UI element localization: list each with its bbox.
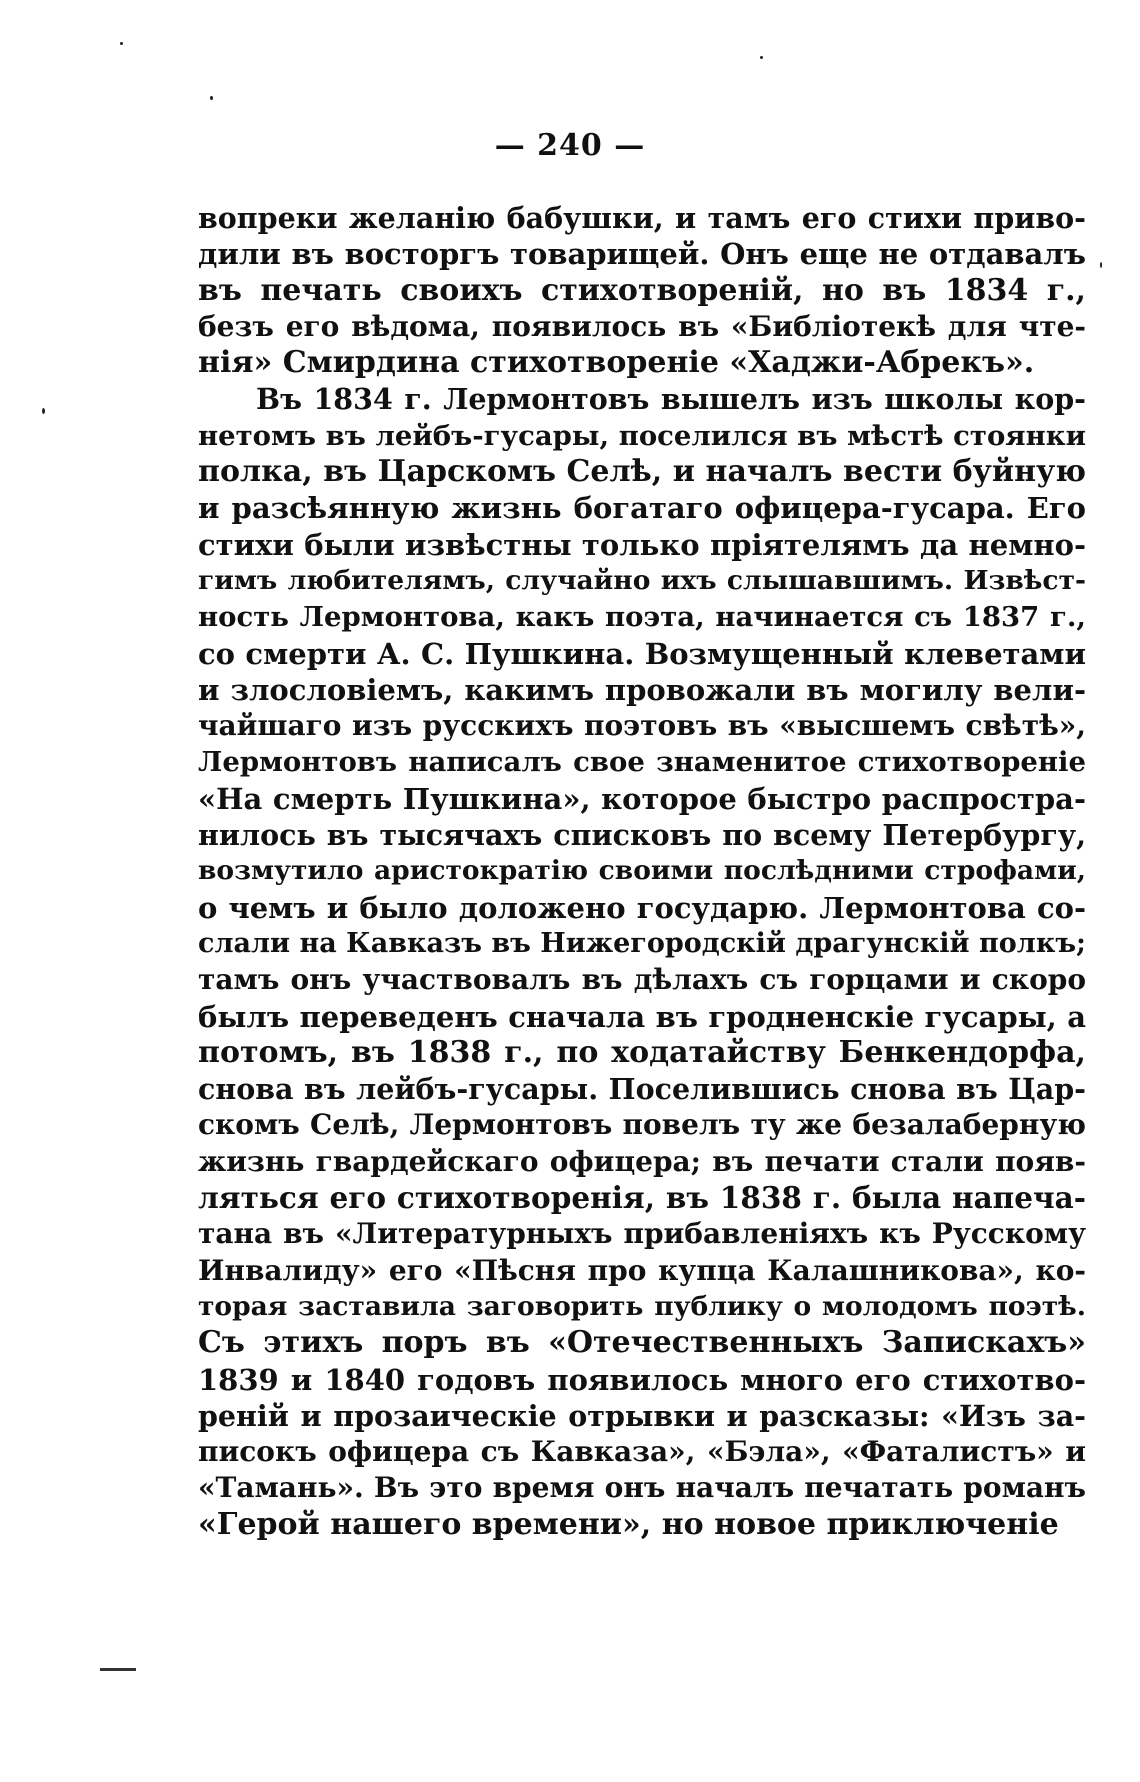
text-line: «На смерть Пушкина», которое быстро распростра- (198, 781, 1086, 816)
text-line: нетомъ въ лейбъ-гусары, поселился въ мѣстѣ стоянки (198, 419, 1086, 452)
text-line: полка, въ Царскомъ Селѣ, и началъ вести буйную (198, 454, 1086, 490)
scan-speck (120, 42, 123, 45)
text-line: былъ переведенъ сначала въ гродненскіе гусары, а (198, 999, 1086, 1034)
text-line: Съ этихъ поръ въ «Отечественныхъ Запискахъ» (198, 1325, 1086, 1361)
text-line: безъ его вѣдома, появилось въ «Библіотекѣ для чте- (198, 309, 1086, 343)
text-line: снова въ лейбъ-гусары. Поселившись снова въ Цар- (198, 1072, 1086, 1107)
text-line: Въ 1834 г. Лермонтовъ вышелъ изъ школы кор- (256, 382, 1086, 417)
text-line: скомъ Селѣ, Лермонтовъ повелъ ту же безалаберную (198, 1108, 1086, 1142)
text-line: и злословіемъ, какимъ провожали въ могилу вели- (198, 672, 1086, 707)
text-line: Лермонтовъ написалъ свое знаменитое стихотвореніе (198, 746, 1086, 779)
text-line: ность Лермонтова, какъ поэта, начинается съ 1837 г., (198, 601, 1086, 634)
text-line: 1839 и 1840 годовъ появилось много его стихотво- (198, 1362, 1086, 1397)
scan-speck (1100, 262, 1102, 268)
scan-speck (760, 56, 763, 59)
scan-speck (42, 408, 45, 414)
text-line: тамъ онъ участвовалъ въ дѣлахъ съ горцами и скоро (198, 963, 1086, 997)
page-number: — 240 — (494, 128, 646, 163)
text-line: возмутило аристократію своими послѣдними строфами, (198, 855, 1086, 887)
text-line: торая заставила заговорить публику о молодомъ поэтѣ. (198, 1290, 1086, 1322)
text-line: ляться его стихотворенія, въ 1838 г. была напеча- (198, 1180, 1086, 1216)
text-line: и разсѣянную жизнь богатаго офицера-гусара. Его (198, 491, 1086, 526)
text-line: со смерти А. С. Пушкина. Возмущенный клеветами (198, 636, 1086, 671)
text-line: нія» Смирдина стихотвореніе «Хаджи-Абрекъ». (198, 345, 1035, 381)
body-text (198, 200, 1086, 1543)
text-line: потомъ, въ 1838 г., по ходатайству Бенкендорфа, (198, 1034, 1086, 1070)
text-line: вопреки желанію бабушки, и тамъ его стихи приво- (198, 201, 1086, 235)
text-line: слали на Кавказъ въ Нижегородскій драгунскій полкъ; (198, 927, 1086, 959)
text-line: чайшаго изъ русскихъ поэтовъ въ «высшемъ свѣтѣ», (198, 709, 1086, 743)
text-line: «Герой нашего времени», но новое приключеніе (198, 1506, 1059, 1542)
text-line: гимъ любителямъ, случайно ихъ слышавшимъ. Извѣст- (198, 564, 1086, 596)
text-line: въ печать своихъ стихотвореній, но въ 1834 г., (198, 272, 1086, 308)
text-line: тана въ «Литературныхъ прибавленіяхъ къ Русскому (198, 1217, 1086, 1251)
text-line: стихи были извѣстны только пріятелямъ да немно- (198, 527, 1086, 562)
text-line: Инвалиду» его «Пѣсня про купца Калашникова», ко- (198, 1253, 1086, 1287)
text-line: реній и прозаическіе отрывки и разсказы: «Изъ за- (198, 1398, 1086, 1433)
text-line: писокъ офицера съ Кавказа», «Бэла», «Фаталистъ» и (198, 1435, 1086, 1469)
text-line: жизнь гвардейскаго офицера; въ печати стали появ- (198, 1144, 1086, 1178)
text-line: нилось въ тысячахъ списковъ по всему Петербургу, (198, 818, 1086, 853)
text-line: дили въ восторгъ товарищей. Онъ еще не отдавалъ (198, 237, 1086, 272)
scan-dash (100, 1668, 136, 1671)
scan-speck (210, 96, 213, 100)
text-line: о чемъ и было доложено государю. Лермонтова со- (198, 890, 1086, 925)
text-line: «Тамань». Въ это время онъ началъ печатать романъ (198, 1471, 1086, 1505)
